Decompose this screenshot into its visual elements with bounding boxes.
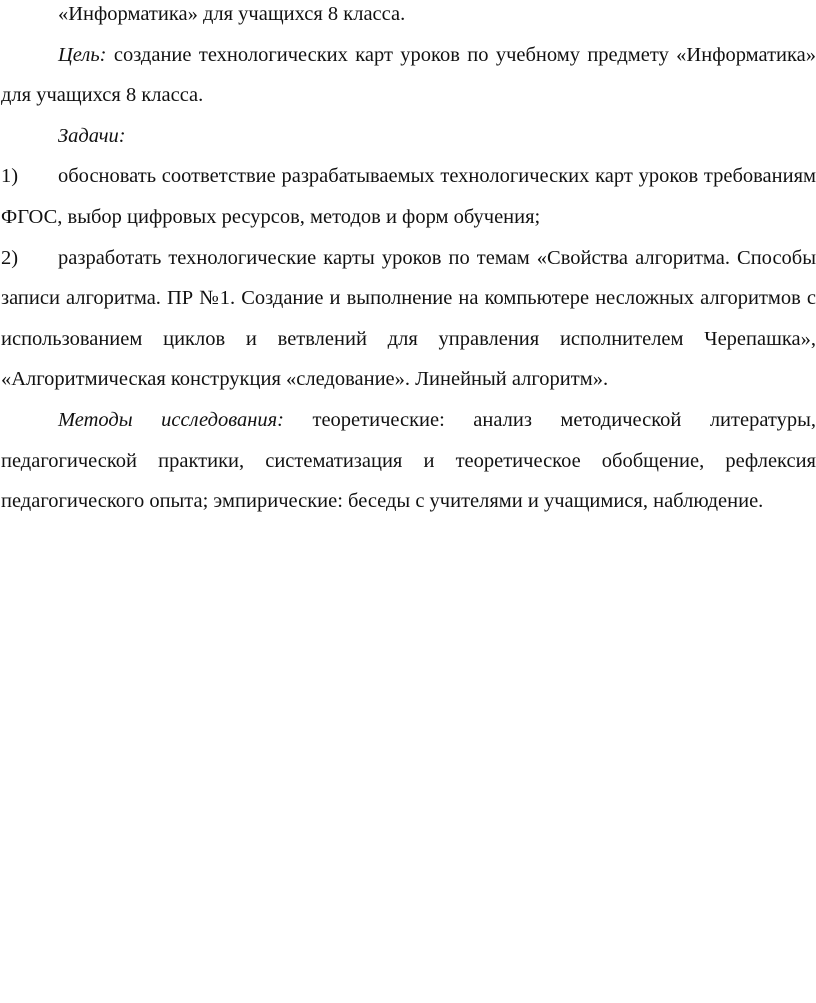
goal-text: создание технологических карт уроков по учебному предмету «Информатика» для учащихся 8 класса. (1, 43, 816, 107)
methods-text: теоретические: анализ методической литературы, педагогической практики, систематизация и теоретическое обобщение, рефлексия педагогического опыта; эмпирические: беседы с учителями и учащимися, наблюдение. (1, 408, 816, 513)
task-item-2 (1, 238, 816, 400)
task-item-2-number: 2) (1, 246, 19, 269)
methods-paragraph (1, 400, 816, 522)
intro-tail-paragraph (1, 0, 816, 35)
tasks-label: Задачи: (58, 124, 126, 147)
task-item-1-text: обосновать соответствие разрабатываемых технологических карт уроков требованиям ФГОС, выбор цифровых ресурсов, методов и форм обучения; (1, 165, 816, 228)
methods-label: Методы исследования: (58, 408, 285, 431)
goal-label: Цель: (58, 43, 107, 66)
task-item-1 (1, 156, 816, 237)
task-item-1-number: 1) (1, 165, 19, 188)
goal-paragraph (1, 35, 816, 116)
intro-tail-text: «Информатика» для учащихся 8 класса. (58, 3, 406, 25)
tasks-heading (1, 116, 816, 157)
task-item-2-text: разработать технологические карты уроков по темам «Свойства алгоритма. Способы записи алгоритма. ПР №1. Создание и выполнение на компьютере несложных алгоритмов с использованием циклов и ветвлений для управления исполнителем Черепашка», «Алгоритмическая конструкция «следование». Линейный алгоритм». (1, 246, 816, 391)
